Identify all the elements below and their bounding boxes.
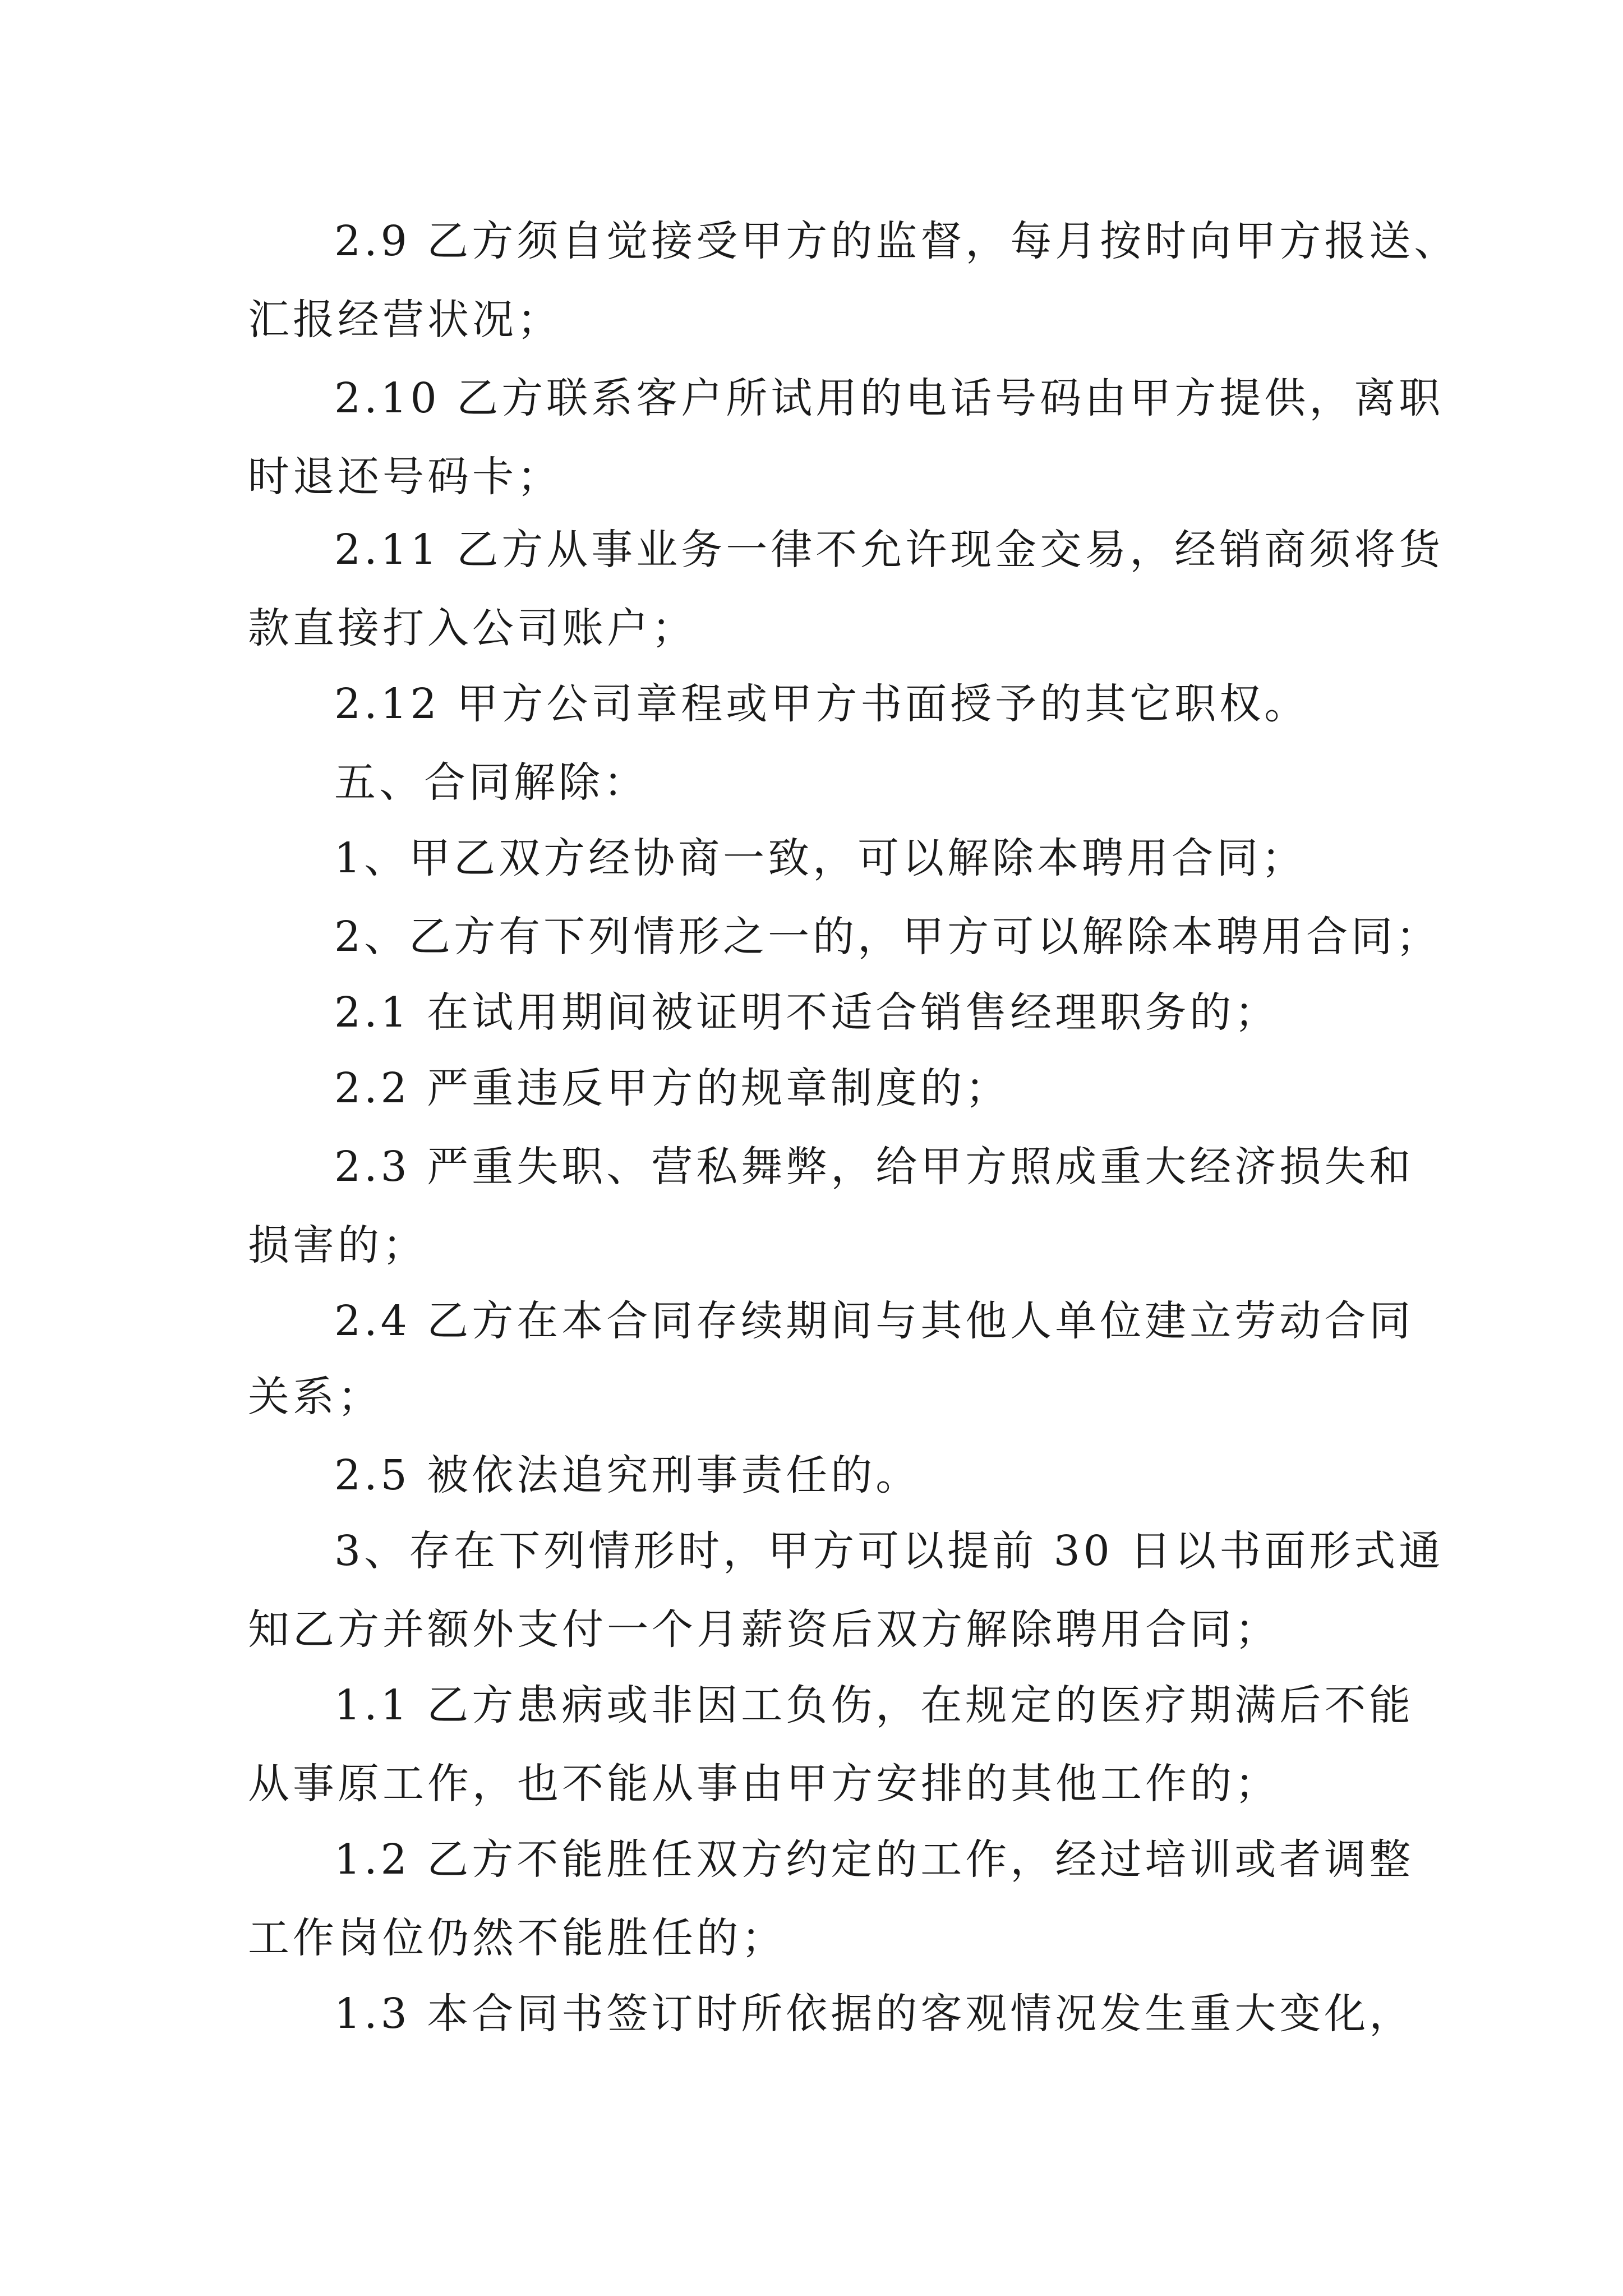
text-line: 1.2 乙方不能胜任双方约定的工作，经过培训或者调整	[334, 1835, 1414, 1884]
text-line: 2、乙方有下列情形之一的，甲方可以解除本聘用合同；	[334, 913, 1441, 961]
text-line: 2.3 严重失职、营私舞弊，给甲方照成重大经济损失和	[334, 1143, 1414, 1191]
text-line: 1.1 乙方患病或非因工负伤，在规定的医疗期满后不能	[334, 1681, 1414, 1729]
text-line: 从事原工作，也不能从事由甲方安排的其他工作的；	[248, 1760, 1280, 1808]
text-line: 知乙方并额外支付一个月薪资后双方解除聘用合同；	[248, 1605, 1280, 1654]
text-line: 3、存在下列情形时，甲方可以提前 30 日以书面形式通	[334, 1527, 1444, 1575]
text-line: 关系；	[248, 1373, 382, 1421]
text-line: 工作岗位仍然不能胜任的；	[248, 1914, 786, 1962]
text-line: 2.9 乙方须自觉接受甲方的监督，每月按时向甲方报送、	[334, 217, 1459, 265]
text-line: 2.12 甲方公司章程或甲方书面授予的其它职权。	[334, 680, 1310, 728]
text-line: 2.1 在试用期间被证明不适合销售经理职务的；	[334, 988, 1280, 1037]
text-line: 款直接打入公司账户；	[248, 604, 697, 652]
text-line: 2.10 乙方联系客户所试用的电话号码由甲方提供，离职	[334, 374, 1444, 422]
text-line: 1.3 本合同书签订时所依据的客观情况发生重大变化，	[334, 1990, 1414, 2038]
text-line: 时退还号码卡；	[248, 453, 562, 501]
text-line: 1、甲乙双方经协商一致，可以解除本聘用合同；	[334, 834, 1307, 882]
text-line: 2.11 乙方从事业务一律不允许现金交易，经销商须将货	[334, 526, 1444, 574]
text-line: 2.4 乙方在本合同存续期间与其他人单位建立劳动合同	[334, 1297, 1414, 1345]
section-heading: 五、合同解除：	[334, 758, 648, 807]
text-line: 2.2 严重违反甲方的规章制度的；	[334, 1064, 1011, 1112]
text-line: 2.5 被依法追究刑事责任的。	[334, 1451, 921, 1499]
text-line: 汇报经营状况；	[248, 296, 562, 344]
text-line: 损害的；	[248, 1221, 427, 1269]
